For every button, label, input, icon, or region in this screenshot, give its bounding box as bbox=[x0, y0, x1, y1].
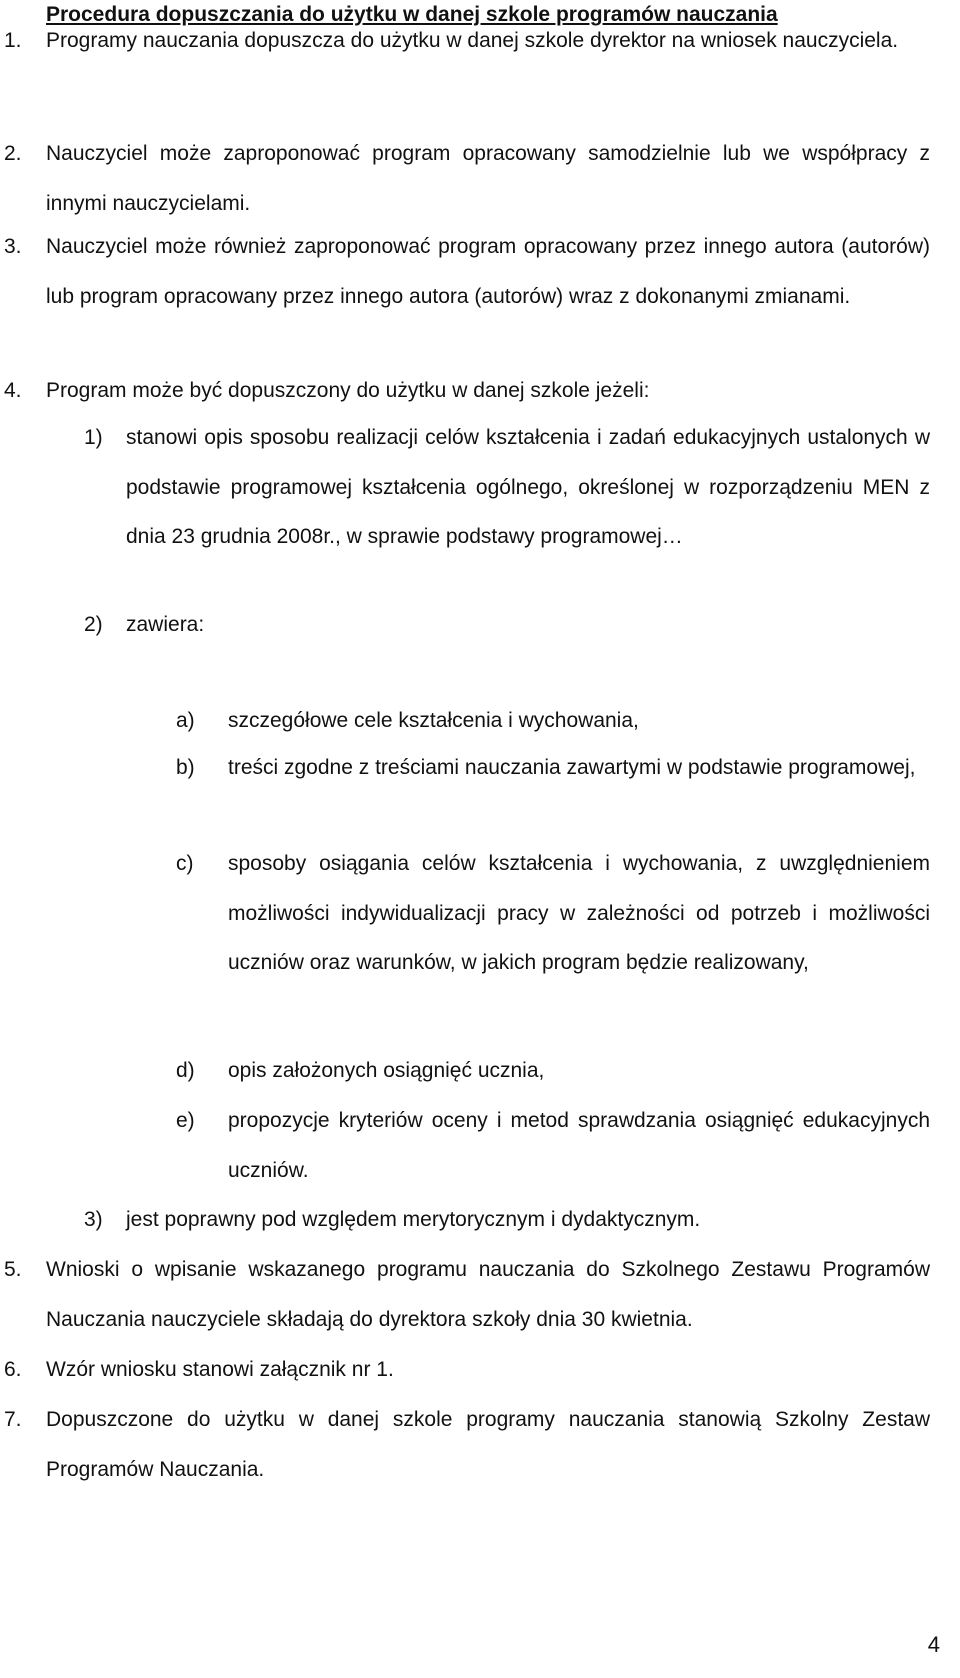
letter-text: treści zgodne z treściami nauczania zawartymi w podstawie programowej, bbox=[228, 756, 916, 779]
subitem-text: zawiera: bbox=[126, 613, 205, 636]
sub-list-item bbox=[84, 600, 930, 650]
sub-list-item bbox=[84, 413, 930, 562]
subitem-number: 1) bbox=[84, 426, 103, 449]
list-item bbox=[4, 1395, 930, 1494]
letter-list-item bbox=[176, 696, 930, 746]
letter-list-item bbox=[176, 1046, 930, 1096]
subitem-text: jest poprawny pod względem merytorycznym i dydaktycznym. bbox=[126, 1208, 701, 1231]
letter-list-item bbox=[176, 1096, 930, 1195]
letter-number: d) bbox=[176, 1059, 195, 1082]
item-number: 2. bbox=[4, 142, 22, 165]
list-item bbox=[4, 16, 930, 66]
list-item bbox=[4, 366, 930, 416]
letter-text: propozycje kryteriów oceny i metod sprawdzania osiągnięć edukacyjnych uczniów. bbox=[228, 1109, 930, 1182]
item-number: 1. bbox=[4, 29, 22, 52]
item-number: 4. bbox=[4, 379, 22, 402]
letter-list-item bbox=[176, 743, 930, 793]
page-number: 4 bbox=[927, 1632, 940, 1657]
item-text: Programy nauczania dopuszcza do użytku w danej szkole dyrektor na wniosek nauczyciela. bbox=[46, 29, 899, 52]
letter-number: c) bbox=[176, 852, 194, 875]
item-text: Nauczyciel może również zaproponować program opracowany przez innego autora (autorów) lub program opracowany przez innego autora (autorów) wraz z dokonanymi zmianami. bbox=[46, 235, 930, 308]
item-text: Nauczyciel może zaproponować program opracowany samodzielnie lub we współpracy z innymi nauczycielami. bbox=[46, 142, 930, 215]
letter-number: a) bbox=[176, 709, 195, 732]
list-item bbox=[4, 1245, 930, 1344]
item-text: Dopuszczone do użytku w danej szkole programy nauczania stanowią Szkolny Zestaw Programów Nauczania. bbox=[46, 1408, 930, 1481]
item-number: 6. bbox=[4, 1358, 22, 1381]
list-item bbox=[4, 222, 930, 321]
letter-list-item bbox=[176, 839, 930, 988]
letter-text: opis założonych osiągnięć ucznia, bbox=[228, 1059, 545, 1082]
item-text: Wzór wniosku stanowi załącznik nr 1. bbox=[46, 1358, 394, 1381]
subitem-number: 2) bbox=[84, 613, 103, 636]
item-number: 7. bbox=[4, 1408, 22, 1431]
document-title: Procedura dopuszczania do użytku w danej szkole programów nauczania bbox=[46, 3, 778, 26]
sub-list-item bbox=[84, 1195, 930, 1245]
letter-text: sposoby osiągania celów kształcenia i wychowania, z uwzględnieniem możliwości indywidualizacji pracy w zależności od potrzeb i możliwości uczniów oraz warunków, w jakich program będzie realizowany, bbox=[228, 852, 930, 974]
item-text: Program może być dopuszczony do użytku w danej szkole jeżeli: bbox=[46, 379, 650, 402]
item-text: Wnioski o wpisanie wskazanego programu nauczania do Szkolnego Zestawu Programów Nauczania nauczyciele składają do dyrektora szkoły dnia 30 kwietnia. bbox=[46, 1258, 930, 1331]
list-item bbox=[4, 129, 930, 228]
list-item bbox=[4, 1345, 930, 1395]
item-number: 3. bbox=[4, 235, 22, 258]
subitem-text: stanowi opis sposobu realizacji celów kształcenia i zadań edukacyjnych ustalonych w podstawie programowej kształcenia ogólnego, określonej w rozporządzeniu MEN z dnia 23 grudnia 2008r., w sprawie podstawy programowej… bbox=[126, 426, 930, 548]
letter-number: b) bbox=[176, 756, 195, 779]
letter-number: e) bbox=[176, 1109, 195, 1132]
item-number: 5. bbox=[4, 1258, 22, 1281]
letter-text: szczegółowe cele kształcenia i wychowania, bbox=[228, 709, 639, 732]
subitem-number: 3) bbox=[84, 1208, 103, 1231]
